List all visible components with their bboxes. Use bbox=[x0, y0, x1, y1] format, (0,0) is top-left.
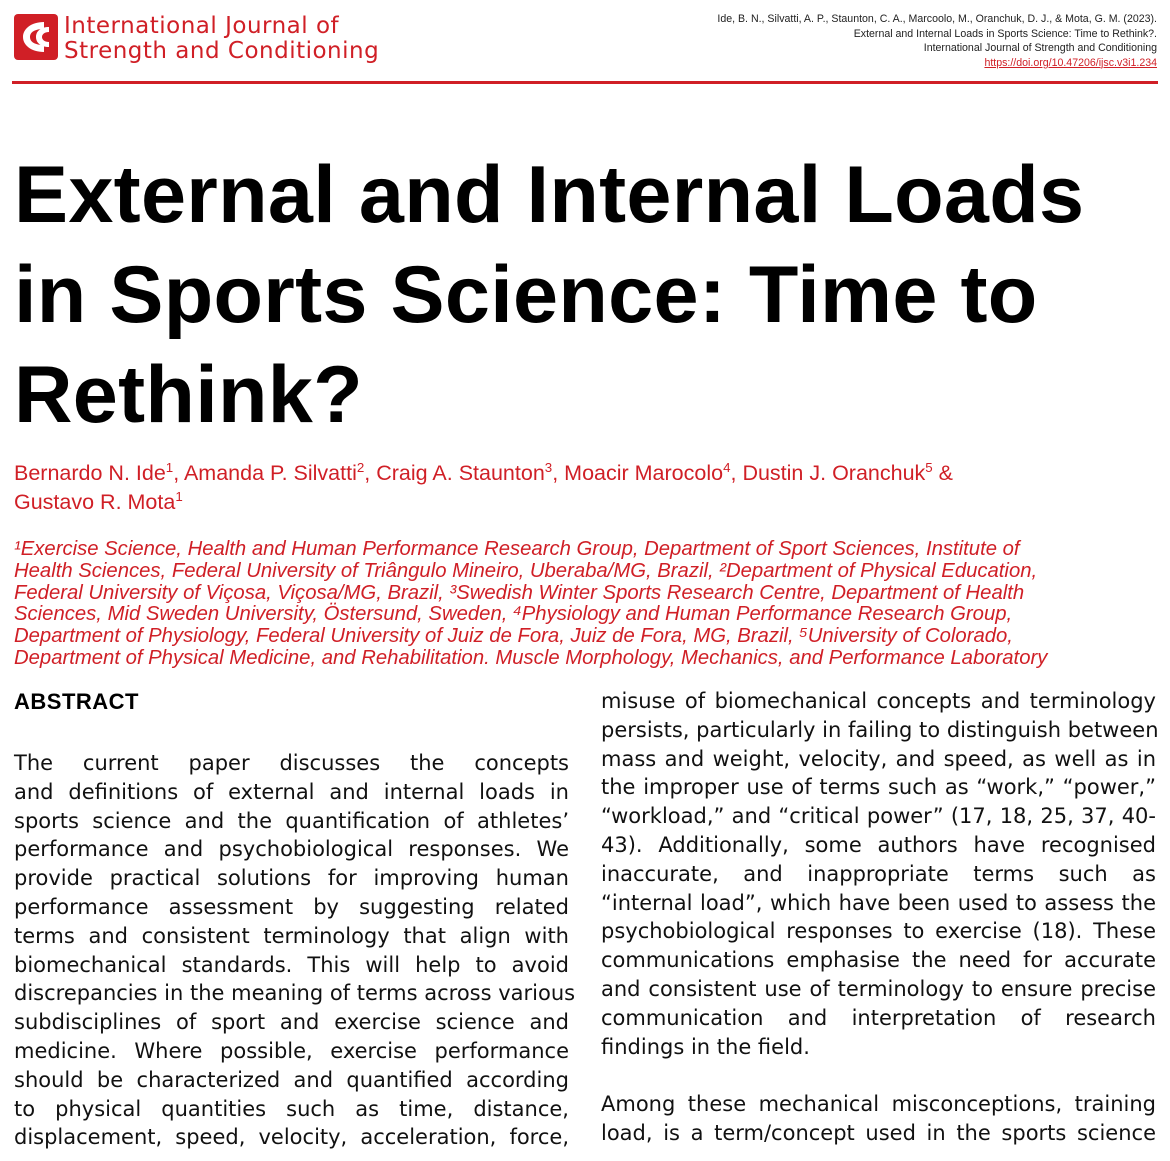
journal-header bbox=[0, 0, 1170, 90]
paragraph-gap bbox=[601, 1061, 1156, 1090]
citation-block bbox=[717, 12, 1157, 70]
author-name: Amanda P. Silvatti bbox=[183, 461, 357, 485]
text-line: persists, particularly in failing to distinguish between bbox=[601, 717, 1159, 742]
author-affiliation-mark: 1 bbox=[175, 488, 183, 504]
abstract-heading: ABSTRACT bbox=[14, 689, 139, 714]
text-line: subdisciplines of sport and exercise science and bbox=[14, 1010, 569, 1035]
right-column-body bbox=[601, 687, 1159, 1148]
text-line: communications emphasise the need for accurate bbox=[601, 948, 1156, 973]
text-line: medicine. Where possible, exercise performance bbox=[14, 1038, 569, 1063]
author-affiliation-mark: 2 bbox=[356, 459, 365, 475]
journal-logo-icon bbox=[14, 14, 58, 60]
author-affiliation-mark: 4 bbox=[723, 459, 731, 475]
author-name: Dustin J. Oranchuk bbox=[742, 461, 926, 485]
affiliation-line: Department of Physiology, Federal University of Juiz de Fora, Juiz de Fora, MG, Brazil, ⁵University of Colorado, bbox=[14, 625, 1013, 648]
citation-line: Ide, B. N., Silvatti, A. P., Staunton, C. A., Marcoolo, M., Oranchuk, D. J., & Mota, G. M. (2023). bbox=[717, 13, 1157, 25]
doi-link[interactable]: https://doi.org/10.47206/ijsc.v3i1.234 bbox=[984, 56, 1157, 69]
text-line: load, is a term/concept used in the sports science bbox=[601, 1120, 1156, 1145]
text-line: findings in the field. bbox=[601, 1034, 810, 1059]
text-line: discrepancies in the meaning of terms across various bbox=[14, 981, 576, 1006]
author-affiliation-mark: 3 bbox=[544, 459, 553, 475]
text-line: biomechanical standards. This will help to avoid bbox=[14, 952, 569, 977]
text-line: The current paper discusses the concepts bbox=[14, 751, 569, 775]
text-line: inaccurate, and inappropriate terms such as bbox=[601, 861, 1156, 886]
text-line: and definitions of external and internal loads in bbox=[14, 779, 569, 804]
affiliation-line: ¹Exercise Science, Health and Human Performance Research Group, Department of Sport Sciences, Institute of bbox=[14, 538, 1020, 560]
text-line: “internal load”, which have been used to assess the bbox=[601, 890, 1156, 915]
text-line: performance assessment by suggesting related bbox=[14, 894, 569, 919]
author-separator: , bbox=[173, 461, 184, 485]
text-line: provide practical solutions for improving human bbox=[14, 866, 569, 891]
text-line: performance and psychobiological responses. We bbox=[14, 837, 569, 862]
abstract-body bbox=[14, 749, 576, 1152]
text-line: “workload,” and “critical power” (17, 18, 25, 37, 40- bbox=[601, 804, 1156, 829]
paragraph-2 bbox=[601, 1090, 1156, 1148]
citation-line: International Journal of Strength and Conditioning bbox=[923, 42, 1157, 55]
text-line: psychobiological responses to exercise (18). These bbox=[601, 919, 1156, 944]
affiliation-line: Federal University of Viçosa, Viçosa/MG, Brazil, ³Swedish Winter Sports Research Centre, Department of Health bbox=[14, 581, 1025, 604]
author-affiliation-mark: 5 bbox=[925, 459, 933, 475]
author-name: Gustavo R. Mota bbox=[14, 490, 176, 514]
text-line: misuse of biomechanical concepts and terminology bbox=[601, 689, 1156, 713]
author-separator: & bbox=[932, 461, 954, 485]
affiliation-line: Health Sciences, Federal University of Triângulo Mineiro, Uberaba/MG, Brazil, ²Department of Physical Education, bbox=[14, 559, 1038, 582]
affiliation-line: Department of Physical Medicine, and Rehabilitation. Muscle Morphology, Mechanics, and Performance Laboratory bbox=[14, 646, 1048, 669]
journal-name-line2: Strength and Conditioning bbox=[64, 38, 380, 64]
affiliations bbox=[14, 539, 1164, 670]
author-separator: , bbox=[552, 461, 565, 485]
text-line: should be characterized and quantified according bbox=[14, 1067, 569, 1092]
text-line: terms and consistent terminology that align with bbox=[14, 923, 569, 948]
text-line: sports science and the quantification of athletes’ bbox=[14, 808, 569, 833]
author-separator: , bbox=[364, 461, 377, 485]
text-line: to physical quantities such as time, distance, bbox=[14, 1096, 569, 1121]
author-name: Moacir Marocolo bbox=[564, 461, 724, 485]
journal-name bbox=[64, 14, 379, 64]
paper-title: External and Internal Loads in Sports Science: Time to Rethink? bbox=[14, 150, 1085, 440]
author-name: Craig A. Staunton bbox=[376, 461, 545, 485]
text-line: displacement, speed, velocity, acceleration, force, bbox=[14, 1125, 569, 1150]
affiliation-line: Sciences, Mid Sweden University, Östersund, Sweden, ⁴Physiology and Human Performance Research Group, bbox=[14, 603, 1013, 626]
citation-line: External and Internal Loads in Sports Science: Time to Rethink?. bbox=[853, 27, 1157, 40]
text-line: Among these mechanical misconceptions, training bbox=[601, 1092, 1156, 1117]
text-line: mass and weight, velocity, and speed, as well as in bbox=[601, 746, 1156, 771]
text-line: 43). Additionally, some authors have recognised bbox=[601, 832, 1156, 857]
header-divider bbox=[12, 81, 1158, 84]
text-line: and consistent use of terminology to ensure precise bbox=[601, 976, 1156, 1001]
author-list bbox=[14, 459, 1144, 517]
author-separator: , bbox=[730, 461, 743, 485]
paragraph-1 bbox=[601, 687, 1159, 1061]
text-line: communication and interpretation of research bbox=[601, 1005, 1156, 1030]
author-affiliation-mark: 1 bbox=[165, 459, 174, 475]
journal-name-line1: International Journal of bbox=[64, 13, 340, 39]
text-line: the improper use of terms such as “work,” “power,” bbox=[601, 775, 1156, 800]
author-name: Bernardo N. Ide bbox=[14, 461, 166, 485]
